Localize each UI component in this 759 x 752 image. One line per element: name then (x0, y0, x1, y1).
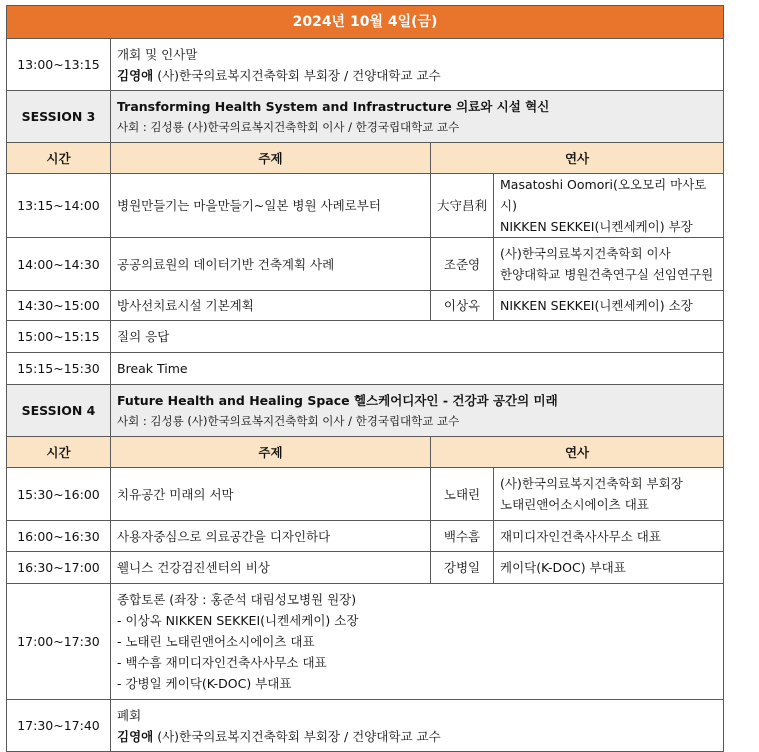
affiliation-line: Masatoshi Oomori(오오모리 마사토시) (500, 177, 707, 213)
speaker-name: 大守昌利 (431, 174, 494, 238)
row-topic: 공공의료원의 데이터기반 건축계획 사례 (111, 238, 431, 291)
affiliation-line: 한양대학교 병원건축연구실 선임연구원 (500, 267, 714, 282)
title-row (7, 6, 724, 39)
speaker-affiliation: NIKKEN SEKKEI(니켄세케이) 소장 (494, 291, 724, 321)
speaker-name: 백수흠 (431, 521, 494, 552)
closing-person: 김영애 (117, 728, 154, 744)
break-time: 15:15~15:30 (7, 353, 111, 385)
discussion-row (7, 584, 724, 700)
table-row (7, 552, 724, 584)
session3-label: SESSION 3 (7, 91, 111, 143)
affiliation-line: (사)한국의료복지건축학회 부회장 (500, 476, 683, 491)
discussion-item: - 이상옥 NIKKEN SEKKEI(니켄세케이) 소장 (117, 613, 359, 628)
header-topic: 주제 (111, 143, 431, 174)
qa-time: 15:00~15:15 (7, 321, 111, 353)
header-speaker: 연사 (431, 143, 724, 174)
session4-title: Future Health and Healing Space 헬스케어디자인 - 건강과 공간의 미래 (117, 392, 558, 408)
closing-speaker (117, 726, 723, 747)
speaker-name: 강병일 (431, 552, 494, 584)
discussion-item: - 강병일 케이닥(K-DOC) 부대표 (117, 676, 292, 691)
speaker-name: 이상옥 (431, 291, 494, 321)
speaker-name: 노태린 (431, 468, 494, 521)
closing-row (7, 700, 724, 752)
closing-content (111, 700, 724, 752)
break-text: Break Time (111, 353, 724, 385)
qa-row (7, 321, 724, 353)
row-time: 16:30~17:00 (7, 552, 111, 584)
row-time: 15:30~16:00 (7, 468, 111, 521)
row-time: 13:15~14:00 (7, 174, 111, 238)
session4-label: SESSION 4 (7, 385, 111, 437)
closing-title: 폐회 (117, 707, 142, 723)
row-topic: 병원만들기는 마을만들기~일본 병원 사례로부터 (111, 174, 431, 238)
header-topic: 주제 (111, 437, 431, 468)
speaker-affiliation: 재미디자인건축사사무소 대표 (494, 521, 724, 552)
affiliation-line: NIKKEN SEKKEI(니켄세케이) 부장 (500, 219, 693, 234)
row-time: 16:00~16:30 (7, 521, 111, 552)
table-row (7, 521, 724, 552)
session4-column-headers (7, 437, 724, 468)
discussion-item: - 노태린 노태린앤어소시에이츠 대표 (117, 634, 315, 649)
table-row (7, 174, 724, 238)
speaker-affiliation (494, 238, 724, 291)
header-time: 시간 (7, 143, 111, 174)
session4-moderator: 사회 : 김성룡 (사)한국의료복지건축학회 이사 / 한경국립대학교 교수 (117, 413, 460, 428)
table-row (7, 291, 724, 321)
table-row (7, 238, 724, 291)
row-topic: 치유공간 미래의 서막 (111, 468, 431, 521)
opening-row (7, 39, 724, 91)
qa-text: 질의 응답 (111, 321, 724, 353)
speaker-affiliation: 케이닥(K-DOC) 부대표 (494, 552, 724, 584)
schedule-table (6, 5, 724, 752)
break-row (7, 353, 724, 385)
opening-speaker (117, 65, 723, 86)
header-speaker: 연사 (431, 437, 724, 468)
speaker-name: 조준영 (431, 238, 494, 291)
row-time: 14:00~14:30 (7, 238, 111, 291)
affiliation-line: (사)한국의료복지건축학회 이사 (500, 246, 671, 261)
closing-affiliation: (사)한국의료복지건축학회 부회장 / 건양대학교 교수 (157, 728, 441, 744)
discussion-time: 17:00~17:30 (7, 584, 111, 700)
session3-title: Transforming Health System and Infrastructure 의료와 시설 혁신 (117, 98, 550, 114)
schedule-title: 2024년 10월 4일(금) (7, 6, 724, 39)
row-topic: 사용자중심으로 의료공간을 디자인하다 (111, 521, 431, 552)
row-topic: 방사선치료시설 기본계획 (111, 291, 431, 321)
discussion-item: - 백수흠 재미디자인건축사사무소 대표 (117, 655, 327, 670)
opening-content (111, 39, 724, 91)
row-topic: 웰니스 건강검진센터의 비상 (111, 552, 431, 584)
session4-topic (111, 385, 724, 437)
session3-topic (111, 91, 724, 143)
opening-title: 개회 및 인사말 (117, 46, 198, 62)
session3-column-headers (7, 143, 724, 174)
opening-time: 13:00~13:15 (7, 39, 111, 91)
affiliation-line: 노태린앤어소시에이츠 대표 (500, 497, 649, 512)
speaker-affiliation (494, 174, 724, 238)
opening-person: 김영애 (117, 67, 154, 83)
session3-moderator: 사회 : 김성룡 (사)한국의료복지건축학회 이사 / 한경국립대학교 교수 (117, 119, 460, 134)
speaker-affiliation (494, 468, 724, 521)
header-time: 시간 (7, 437, 111, 468)
discussion-title: 종합토론 (좌장 : 홍준석 대림성모병원 원장) (117, 592, 357, 607)
table-row (7, 468, 724, 521)
discussion-content (111, 584, 724, 700)
closing-time: 17:30~17:40 (7, 700, 111, 752)
row-time: 14:30~15:00 (7, 291, 111, 321)
opening-affiliation: (사)한국의료복지건축학회 부회장 / 건양대학교 교수 (157, 67, 441, 83)
session3-header-row (7, 91, 724, 143)
session4-header-row (7, 385, 724, 437)
